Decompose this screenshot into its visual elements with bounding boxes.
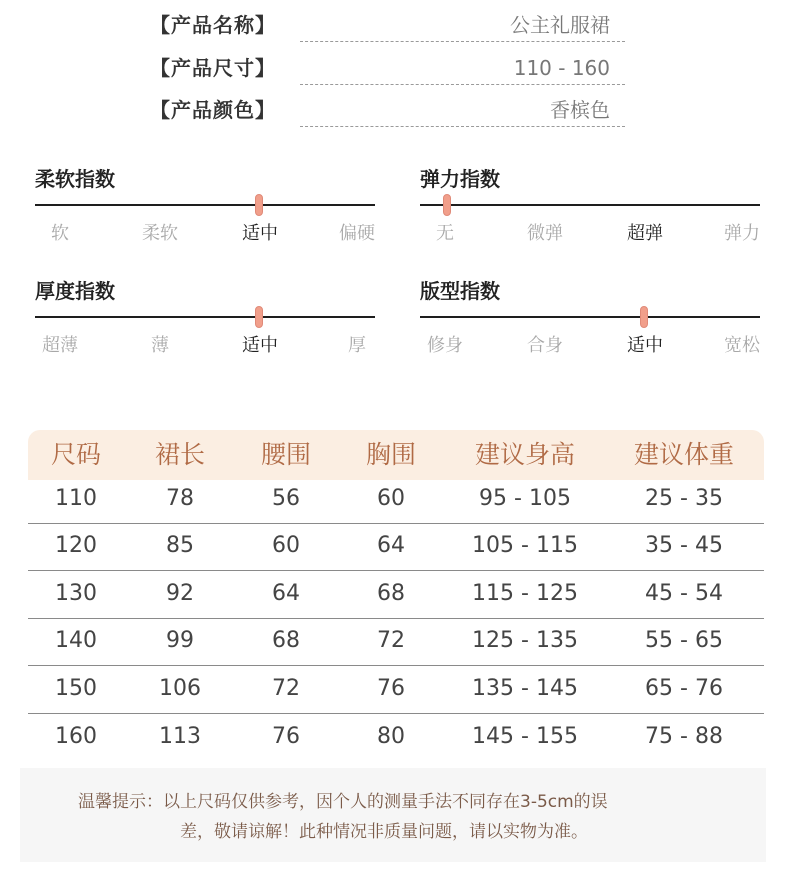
table-cell: 75 - 88 (645, 724, 723, 749)
index-thumb (443, 194, 451, 216)
table-cell: 56 (272, 486, 300, 511)
index-label: 无 (436, 223, 454, 244)
product-name-row (150, 5, 630, 45)
table-cell: 55 - 65 (645, 628, 723, 653)
index-label: 合身 (527, 335, 563, 356)
tip-line-2: 差，敬请谅解！此种情况非质量问题，请以实物为准。 (180, 822, 588, 842)
index-title: 版型指数 (420, 279, 500, 303)
table-cell: 92 (166, 581, 194, 606)
table-row (28, 619, 764, 666)
product-name-value: 公主礼服裙 (510, 13, 610, 37)
index-label: 软 (51, 223, 69, 244)
thickness-index (35, 277, 385, 367)
column-header-height: 建议身高 (474, 440, 576, 469)
tip-box (20, 768, 766, 862)
index-label: 适中 (627, 335, 663, 356)
table-row (28, 524, 764, 571)
table-cell: 76 (377, 676, 405, 701)
table-cell: 95 - 105 (479, 486, 571, 511)
table-cell: 65 - 76 (645, 676, 723, 701)
tip-line-1: 温馨提示：以上尺码仅供参考，因个人的测量手法不同存在3-5cm的误 (78, 792, 608, 812)
table-row (28, 667, 764, 714)
row-divider (28, 665, 764, 666)
column-header-length: 裙长 (154, 440, 206, 469)
column-header-size: 尺码 (50, 440, 102, 469)
column-header-waist: 腰围 (260, 440, 312, 469)
table-cell: 72 (377, 628, 405, 653)
table-cell: 106 (159, 676, 201, 701)
table-cell: 76 (272, 724, 300, 749)
fit-index (420, 277, 770, 367)
index-label: 修身 (427, 335, 463, 356)
product-size-value: 110 - 160 (513, 56, 610, 80)
table-cell: 99 (166, 628, 194, 653)
row-divider (28, 713, 764, 714)
size-table-header (28, 430, 764, 480)
product-color-value: 香槟色 (550, 98, 610, 122)
table-cell: 78 (166, 486, 194, 511)
index-label: 偏硬 (339, 223, 375, 244)
table-cell: 145 - 155 (472, 724, 578, 749)
table-cell: 110 (55, 486, 97, 511)
table-cell: 113 (159, 724, 201, 749)
table-cell: 68 (272, 628, 300, 653)
index-thumb (255, 194, 263, 216)
table-cell: 68 (377, 581, 405, 606)
table-cell: 64 (377, 533, 405, 558)
product-size-row (150, 48, 630, 88)
index-thumb (640, 306, 648, 328)
index-title: 柔软指数 (35, 167, 115, 191)
table-cell: 80 (377, 724, 405, 749)
index-label: 超薄 (42, 335, 78, 356)
table-cell: 60 (377, 486, 405, 511)
index-label: 厚 (348, 335, 366, 356)
table-cell: 64 (272, 581, 300, 606)
table-cell: 135 - 145 (472, 676, 578, 701)
tip-text (78, 787, 728, 847)
index-label: 超弹 (627, 223, 663, 244)
table-row (28, 715, 764, 762)
table-cell: 25 - 35 (645, 486, 723, 511)
index-title: 弹力指数 (420, 167, 500, 191)
product-color-row (150, 90, 630, 130)
table-cell: 120 (55, 533, 97, 558)
index-track (35, 316, 375, 318)
index-label: 适中 (242, 335, 278, 356)
table-cell: 72 (272, 676, 300, 701)
product-color-label: 【产品颜色】 (150, 98, 276, 122)
table-cell: 35 - 45 (645, 533, 723, 558)
column-header-chest: 胸围 (365, 440, 417, 469)
index-label: 柔软 (142, 223, 178, 244)
table-cell: 125 - 135 (472, 628, 578, 653)
table-cell: 45 - 54 (645, 581, 723, 606)
table-cell: 105 - 115 (472, 533, 578, 558)
table-cell: 130 (55, 581, 97, 606)
table-row (28, 477, 764, 524)
row-divider (28, 570, 764, 571)
table-cell: 160 (55, 724, 97, 749)
table-cell: 140 (55, 628, 97, 653)
product-name-label: 【产品名称】 (150, 13, 276, 37)
index-label: 弹力 (724, 223, 760, 244)
index-track (35, 204, 375, 206)
index-track (420, 204, 760, 206)
index-track (420, 316, 760, 318)
table-cell: 85 (166, 533, 194, 558)
index-title: 厚度指数 (35, 279, 115, 303)
elasticity-index (420, 165, 770, 255)
index-label: 薄 (151, 335, 169, 356)
table-cell: 115 - 125 (472, 581, 578, 606)
table-cell: 150 (55, 676, 97, 701)
index-label: 微弹 (527, 223, 563, 244)
table-cell: 60 (272, 533, 300, 558)
index-thumb (255, 306, 263, 328)
index-label: 适中 (242, 223, 278, 244)
table-row (28, 572, 764, 619)
softness-index (35, 165, 385, 255)
column-header-weight: 建议体重 (633, 440, 735, 469)
product-size-label: 【产品尺寸】 (150, 56, 276, 80)
index-label: 宽松 (724, 335, 760, 356)
